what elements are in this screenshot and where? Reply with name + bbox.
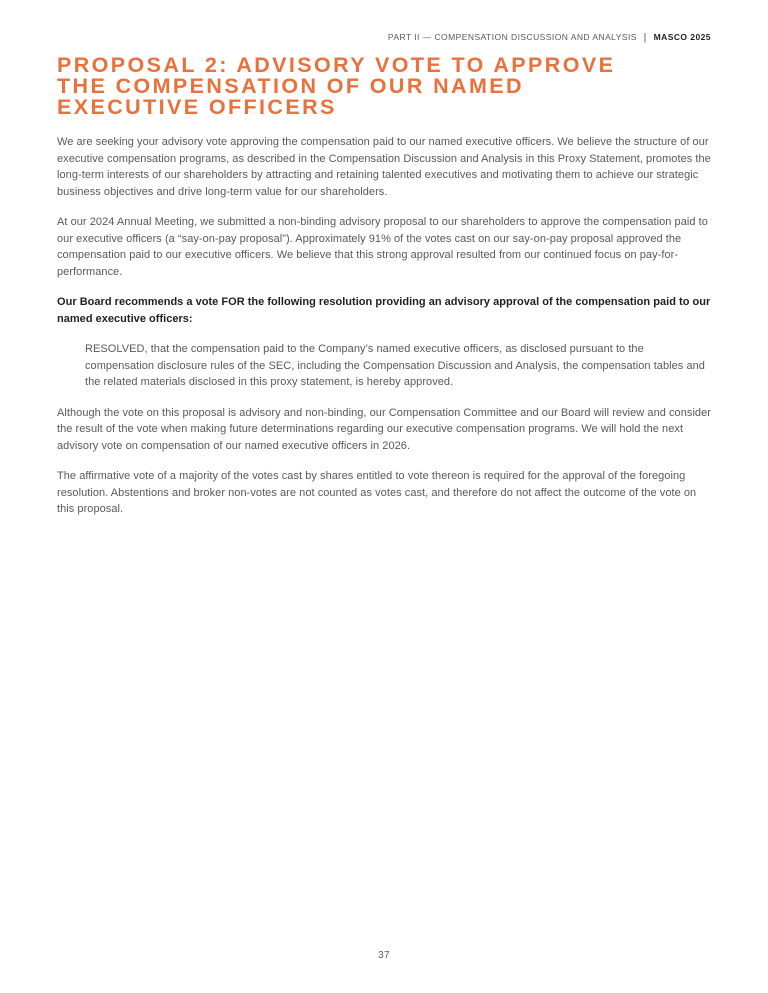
header-separator: | [643, 31, 647, 43]
paragraph-vote-requirement: The affirmative vote of a majority of the votes cast by shares entitled to vote thereon is required for the approval of the foregoing resolution. Abstentions and broker non-votes are not counted as votes cast, and therefore do not affect the outcome of the vote on this proposal. [57, 470, 697, 515]
body-text-block [57, 134, 711, 518]
page-title-line-3: EXECUTIVE OFFICERS [57, 95, 337, 119]
paragraph-say-on-pay-history: At our 2024 Annual Meeting, we submitted a non-binding advisory proposal to our shareholders to approve the compensation paid to our executive officers (a “say-on-pay proposal”). Approximately 91% of the votes cast on our say-on-pay proposal approved the compensation paid to our executive officers. We believe that this strong approval resulted from our continued focus on pay-for-performance. [57, 216, 708, 278]
paragraph-intro: We are seeking your advisory vote approving the compensation paid to our named executive officers. We believe the structure of our executive compensation programs, as described in the Compensation Discussion and Analysis in this Proxy Statement, promotes the long-term interests of our shareholders by attracting and retaining talented executives and motivating them to achieve our strategic business objectives and drive long-term value for our shareholders. [57, 136, 711, 198]
page-footer [0, 950, 768, 961]
page-title-line-1: PROPOSAL 2: ADVISORY VOTE TO APPROVE [57, 53, 616, 77]
header-brand-label: MASCO 2025 [653, 32, 711, 42]
page-title [57, 55, 711, 118]
header-section-label: PART II — COMPENSATION DISCUSSION AND ANALYSIS [387, 32, 637, 42]
page-number: 37 [378, 950, 390, 961]
paragraph-advisory-effect: Although the vote on this proposal is advisory and non-binding, our Compensation Committee and our Board will review and consider the result of the vote when making future determinations regarding our executive compensation programs. We will hold the next advisory vote on compensation of our named executive officers in 2026. [57, 406, 711, 452]
paragraph-resolution: RESOLVED, that the compensation paid to the Company’s named executive officers, as disclosed pursuant to the compensation disclosure rules of the SEC, including the Compensation Discussion and Analysis, the compensation tables and the related materials disclosed in this proxy statement, is hereby approved. [85, 343, 705, 388]
page-title-line-2: THE COMPENSATION OF OUR NAMED [57, 74, 524, 98]
paragraph-board-recommendation: Our Board recommends a vote FOR the following resolution providing an advisory approval of the compensation paid to our named executive officers: [57, 296, 711, 325]
running-header [57, 32, 711, 42]
